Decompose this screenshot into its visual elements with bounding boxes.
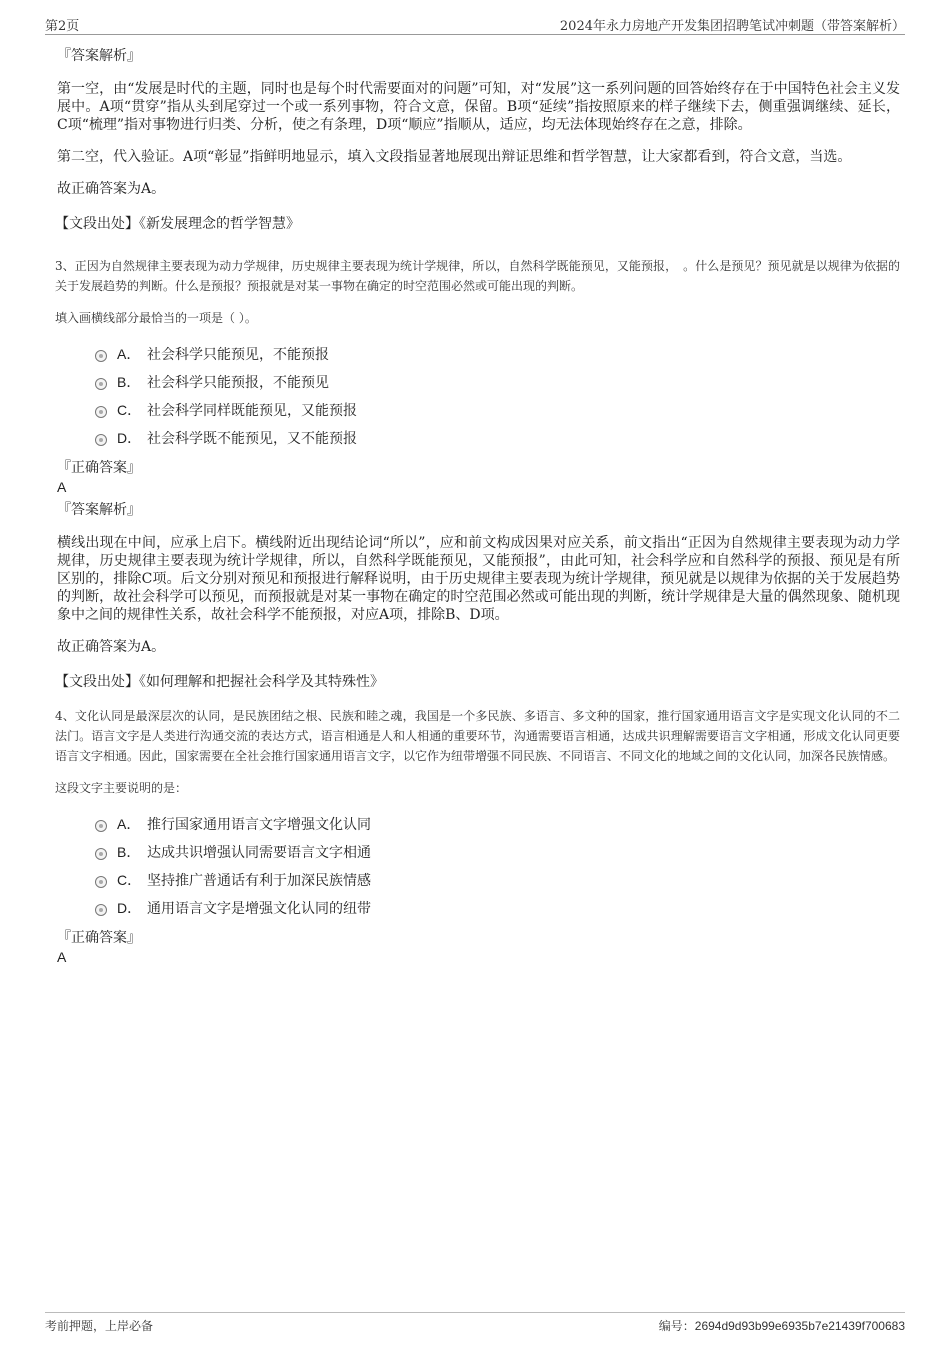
radio-button[interactable] xyxy=(95,904,107,916)
option-letter: A． xyxy=(117,346,141,362)
q2-analysis-p1: 第一空，由“发展是时代的主题，同时也是每个时代需要面对的问题”可知，对“发展”这一系列问题的回答始终存在于中国特色社会主义发展中。A项“贯穿”指从头到尾穿过一个或一系列事物，符合文意，保留。B项“延续”指按照原来的样子继续下去，侧重强调继续、延长，C项“梳理”指对事物进行归类、分析，使之有条理，D项“顺应”指顺从，适应，均无法体现始终存在之意，排除。 xyxy=(57,81,900,133)
option-text: 社会科学只能预见，不能预报 xyxy=(147,347,329,363)
radio-button[interactable] xyxy=(95,876,107,888)
option-letter: C． xyxy=(117,402,142,418)
q3-conclusion: 故正确答案为A。 xyxy=(57,639,166,655)
option-letter: C． xyxy=(117,872,142,888)
radio-button[interactable] xyxy=(95,848,107,860)
option-text: 通用语言文字是增强文化认同的纽带 xyxy=(147,901,371,917)
radio-button[interactable] xyxy=(95,434,107,446)
q3-answer: A xyxy=(57,479,67,495)
q4-answer: A xyxy=(57,949,67,965)
q4-options xyxy=(95,814,900,926)
code-value: 2694d9d93b99e6935b7e21439f700683 xyxy=(694,1319,905,1333)
option-letter: B． xyxy=(117,374,141,390)
radio-button[interactable] xyxy=(95,406,107,418)
q2-analysis-p2: 第二空，代入验证。A项“彰显”指鲜明地显示，填入文段指显著地展现出辩证思维和哲学智慧，让大家都看到，符合文意，当选。 xyxy=(57,149,852,165)
q3-option-d[interactable] xyxy=(95,428,900,456)
document-title: 2024年永力房地产开发集团招聘笔试冲刺题（带答案解析） xyxy=(559,19,905,34)
option-text: 社会科学同样既能预见，又能预报 xyxy=(147,403,357,419)
page-footer xyxy=(45,1312,905,1337)
q3-stem: 3、正因为自然规律主要表现为动力学规律，历史规律主要表现为统计学规律，所以，自然科学既能预见，又能预报， 。什么是预见？预见就是以规律为依据的关于发展趋势的判断。什么是预报？预报就是对某一事物在确定的时空范围必然或可能出现的判断。 xyxy=(55,259,900,293)
option-text: 社会科学只能预报，不能预见 xyxy=(147,375,329,391)
q4-option-a[interactable] xyxy=(95,814,900,842)
option-text: 社会科学既不能预见，又不能预报 xyxy=(147,431,357,447)
q4-option-d[interactable] xyxy=(95,898,900,926)
footer-slogan: 考前押题，上岸必备 xyxy=(45,1319,154,1333)
q4-prompt: 这段文字主要说明的是： xyxy=(55,781,188,795)
option-text: 达成共识增强认同需要语言文字相通 xyxy=(147,845,371,861)
option-letter: B． xyxy=(117,844,141,860)
q4-stem: 4、文化认同是最深层次的认同，是民族团结之根、民族和睦之魂，我国是一个多民族、多语言、多文种的国家，推行国家通用语言文字是实现文化认同的不二法门。语言文字是人类进行沟通交流的表达方式，语言相通是人和人相通的重要环节，沟通需要语言相通，达成共识理解需要语言文字相通，形成文化认同更要语言文字相通。因此，国家需要在全社会推行国家通用语言文字，以它作为纽带增强不同民族、不同语言、不同文化的地域之间的文化认同，加深各民族情感。 xyxy=(55,709,900,763)
q3-answer-heading: 『正确答案』 xyxy=(57,460,141,476)
q3-option-b[interactable] xyxy=(95,372,900,400)
radio-button[interactable] xyxy=(95,820,107,832)
q3-source: 【文段出处】《如何理解和把握社会科学及其特殊性》 xyxy=(55,674,384,690)
q4-option-c[interactable] xyxy=(95,870,900,898)
option-text: 坚持推广普通话有利于加深民族情感 xyxy=(147,873,371,889)
q2-conclusion: 故正确答案为A。 xyxy=(57,181,166,197)
q4-option-b[interactable] xyxy=(95,842,900,870)
q3-option-a[interactable] xyxy=(95,344,900,372)
page-number: 第2页 xyxy=(45,19,80,34)
q3-options xyxy=(95,344,900,456)
option-text: 推行国家通用语言文字增强文化认同 xyxy=(147,817,371,833)
radio-button[interactable] xyxy=(95,378,107,390)
q3-option-c[interactable] xyxy=(95,400,900,428)
q2-source: 【文段出处】《新发展理念的哲学智慧》 xyxy=(55,216,300,232)
page-header xyxy=(45,14,905,35)
q3-analysis: 横线出现在中间，应承上启下。横线附近出现结论词“所以”，应和前文构成因果对应关系，前文指出“正因为自然规律主要表现为动力学规律，历史规律主要表现为统计学规律，所以，自然科学既能预见，又能预报”，由此可知，社会科学应和自然科学的预报、预见是有所区别的，排除C项。后文分别对预见和预报进行解释说明，由于历史规律主要表现为统计学规律，预见就是以规律为依据的关于发展趋势的判断，故社会科学可以预见，而预报就是对某一事物在确定的时空范围必然或可能出现的判断，统计学规律是大量的偶然现象、随机现象中之间的规律性关系，故社会科学不能预报，对应A项，排除B、D项。 xyxy=(57,535,900,623)
code-label: 编号： xyxy=(658,1319,695,1333)
document-body xyxy=(55,42,900,966)
q3-prompt: 填入画横线部分最恰当的一项是（ ）。 xyxy=(55,311,257,325)
option-letter: A． xyxy=(117,816,141,832)
q3-analysis-heading: 『答案解析』 xyxy=(57,502,141,518)
document-code xyxy=(659,1317,905,1334)
q2-analysis-heading: 『答案解析』 xyxy=(57,48,141,64)
radio-button[interactable] xyxy=(95,350,107,362)
option-letter: D． xyxy=(117,900,142,916)
q4-answer-heading: 『正确答案』 xyxy=(57,930,141,946)
option-letter: D． xyxy=(117,430,142,446)
